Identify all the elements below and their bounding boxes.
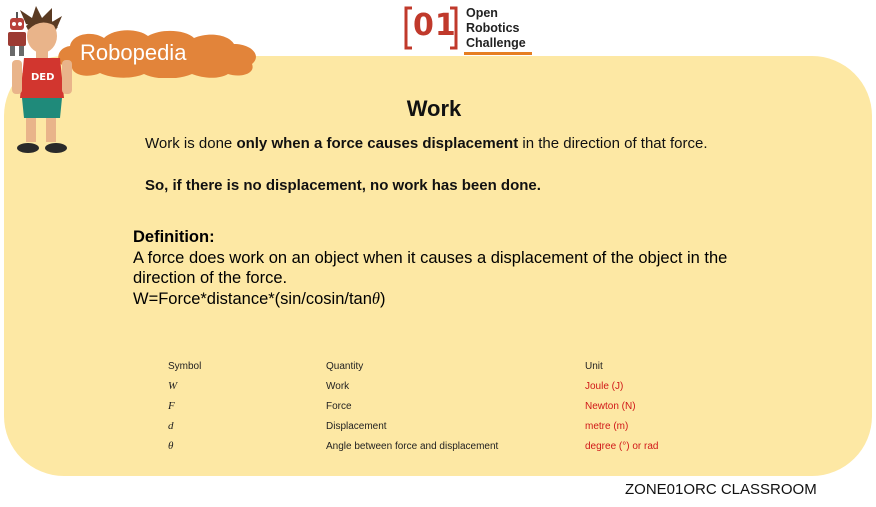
unit-cell: Newton (N) (585, 400, 636, 412)
work-formula (133, 289, 386, 309)
slide-title: Work (406, 96, 462, 121)
orc-logo (404, 6, 544, 56)
quantity-cell: Force (326, 400, 352, 412)
logo-mark: 01 (413, 8, 457, 43)
symbol-cell: F (168, 400, 175, 412)
formula-prefix: W=Force*distance*(sin/cosin/tan (133, 290, 372, 308)
definition-text: A force does work on an object when it causes a displacement of the object in the direction of the force. (133, 249, 728, 287)
table-row (164, 396, 705, 416)
formula-theta: θ (371, 289, 381, 308)
symbol-cell: d (168, 420, 174, 432)
unit-cell: degree (°) or rad (585, 440, 659, 452)
logo-line: Robotics (466, 21, 520, 35)
quantity-cell: Angle between force and displacement (326, 440, 499, 452)
table-header-row (164, 356, 705, 376)
table-row (164, 376, 705, 396)
logo-wordmark (466, 6, 526, 51)
symbol-cell: θ (168, 440, 174, 452)
intro-text: in the direction of that force. (518, 135, 708, 152)
quantity-cell: Work (326, 380, 350, 392)
no-displacement-note: So, if there is no displacement, no work has been done. (145, 177, 541, 194)
logo-underline (464, 52, 532, 55)
quantity-cell: Displacement (326, 420, 387, 432)
intro-text: Work is done (145, 135, 237, 152)
definition-heading: Definition: (133, 228, 215, 246)
symbol-table (164, 356, 705, 456)
column-header: Symbol (168, 360, 202, 372)
logo-line: Open (466, 6, 498, 20)
column-header: Unit (585, 360, 603, 372)
footer-label: ZONE01ORC CLASSROOM (625, 481, 817, 498)
logo-line: Challenge (466, 36, 526, 50)
brand-label: Robopedia (80, 40, 187, 65)
table-row (164, 416, 705, 436)
mini-robot-icon (2, 10, 34, 58)
formula-suffix: ) (380, 290, 386, 308)
column-header: Quantity (326, 360, 364, 372)
symbol-cell: W (168, 380, 178, 392)
unit-cell: metre (m) (585, 420, 629, 432)
intro-statement (145, 135, 708, 152)
table-row (164, 436, 705, 456)
unit-cell: Joule (J) (585, 380, 624, 392)
intro-emphasis: only when a force causes displacement (236, 135, 519, 152)
svg-text:DED: DED (31, 72, 55, 83)
